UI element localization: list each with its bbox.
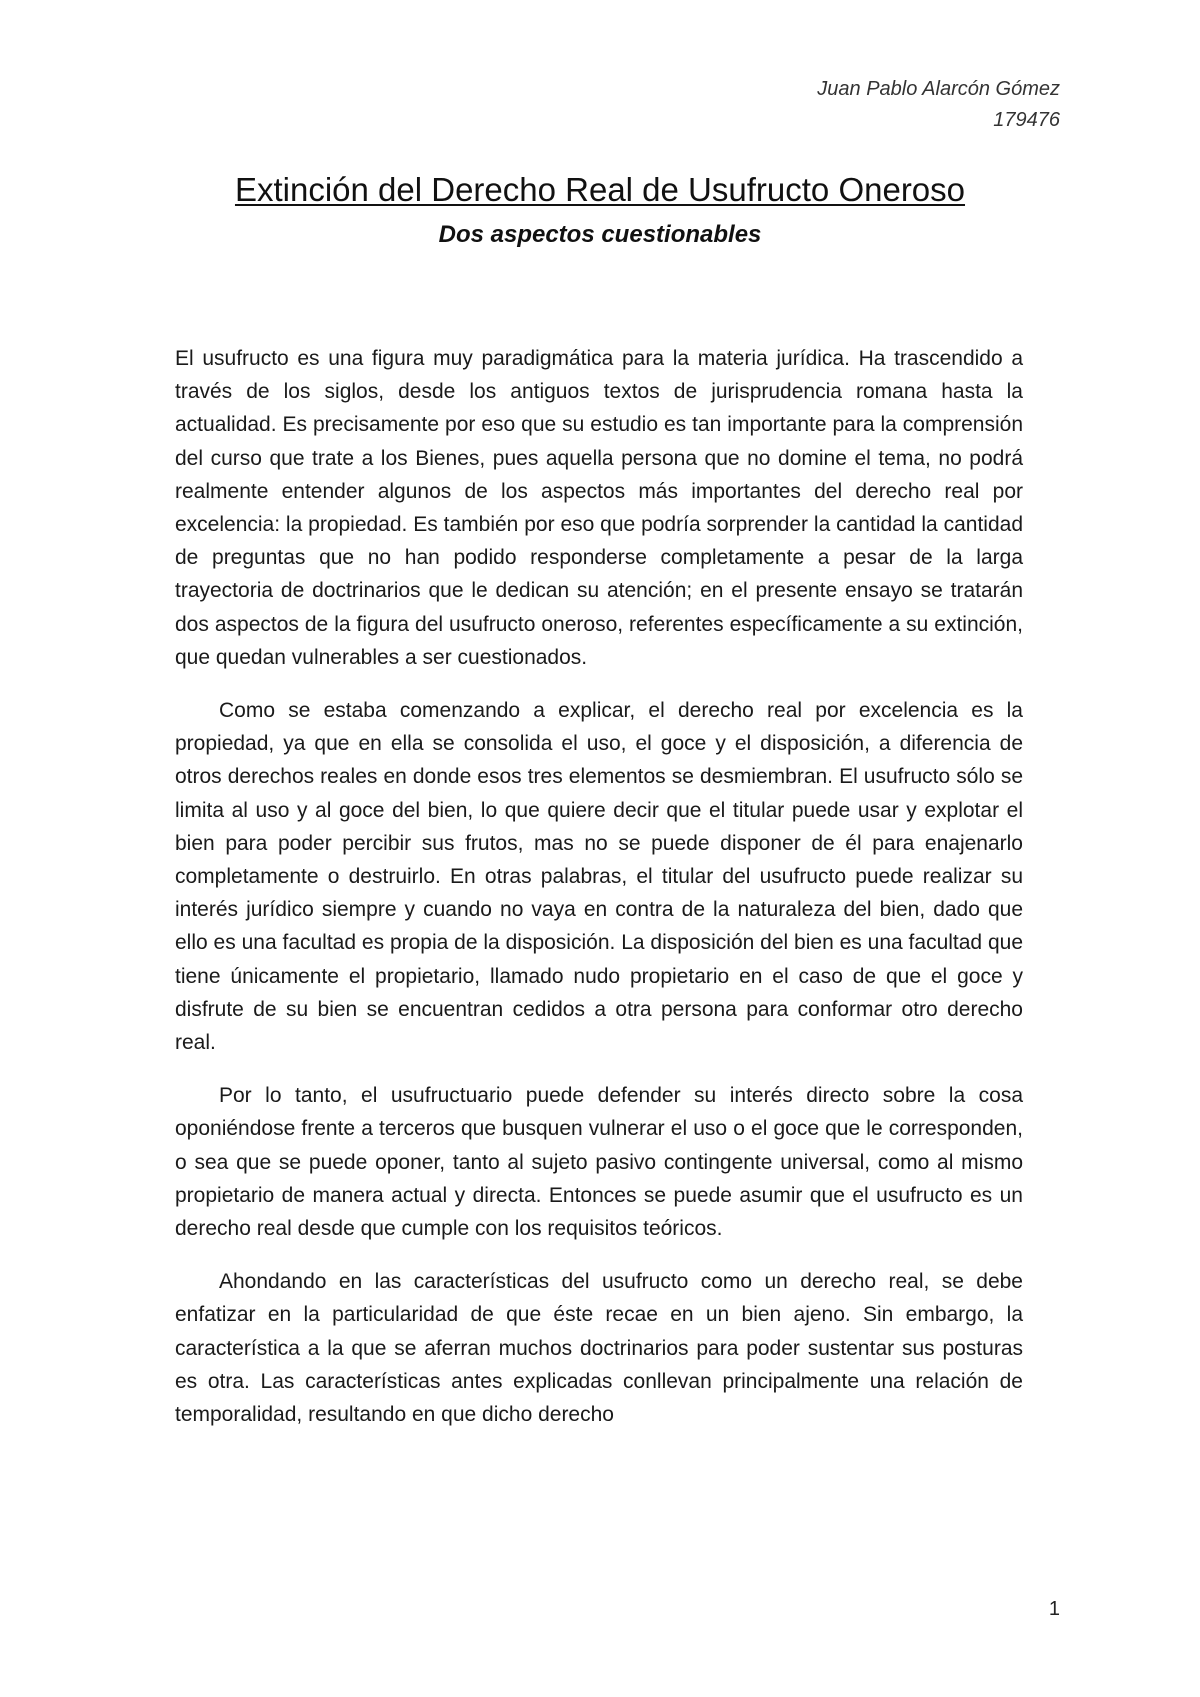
page-number: 1 [1048, 1598, 1060, 1620]
body-paragraph: Por lo tanto, el usufructuario puede defender su interés directo sobre la cosa oponiéndose frente a terceros que busquen vulnerar el uso o el goce que le corresponden, o sea que se puede oponer, tanto al sujeto pasivo contingente universal, como al mismo propietario de manera actual y directa. Entonces se puede asumir que el usufructo es un derecho real desde que cumple con los requisitos teóricos. [175, 1084, 1023, 1241]
body-paragraph: Como se estaba comenzando a explicar, el derecho real por excelencia es la propiedad, ya que en ella se consolida el uso, el goce y el disposición, a diferencia de otros derechos reales en donde esos tres elementos se desmiembran. El usufructo sólo se limita al uso y al goce del bien, lo que quiere decir que el titular puede usar y explotar el bien para poder percibir sus frutos, mas no se puede disponer de él para enajenarlo completamente o destruirlo. En otras palabras, el titular del usufructo puede realizar su interés jurídico siempre y cuando no vaya en contra de la naturaleza del bien, dado que ello es una facultad es propia de la disposición. La disposición del bien es una facultad que tiene únicamente el propietario, llamado nudo propietario en el caso de que el goce y disfrute de su bien se encuentran cedidos a otra persona para conformar otro derecho real. [175, 699, 1023, 1055]
body-paragraph: El usufructo es una figura muy paradigmática para la materia jurídica. Ha trascendido a través de los siglos, desde los antiguos textos de jurisprudencia romana hasta la actualidad. Es precisamente por eso que su estudio es tan importante para la comprensión del curso que trate a los Bienes, pues aquella persona que no domine el tema, no podrá realmente entender algunos de los aspectos más importantes del derecho real por excelencia: la propiedad. Es también por eso que podría sorprender la cantidad la cantidad de preguntas que no han podido responderse completamente a pesar de la larga trayectoria de doctrinarios que le dedican su atención; en el presente ensayo se tratarán dos aspectos de la figura del usufructo oneroso, referentes específicamente a su extinción, que quedan vulnerables a ser cuestionados. [175, 347, 1023, 669]
body-paragraph: Ahondando en las características del usufructo como un derecho real, se debe enfatizar en la particularidad de que éste recae en un bien ajeno. Sin embargo, la característica a la que se aferran muchos doctrinarios para poder sustentar sus posturas es otra. Las características antes explicadas conllevan principalmente una relación de temporalidad, resultando en que dicho derecho [175, 1270, 1023, 1427]
author-header [817, 74, 1060, 136]
student-id: 179476 [993, 109, 1060, 131]
document-body [175, 342, 1023, 1451]
document-subtitle: Dos aspectos cuestionables [438, 221, 762, 248]
author-name: Juan Pablo Alarcón Gómez [817, 78, 1060, 100]
document-title: Extinción del Derecho Real de Usufructo Oneroso [234, 171, 966, 208]
title-block [175, 165, 1025, 250]
